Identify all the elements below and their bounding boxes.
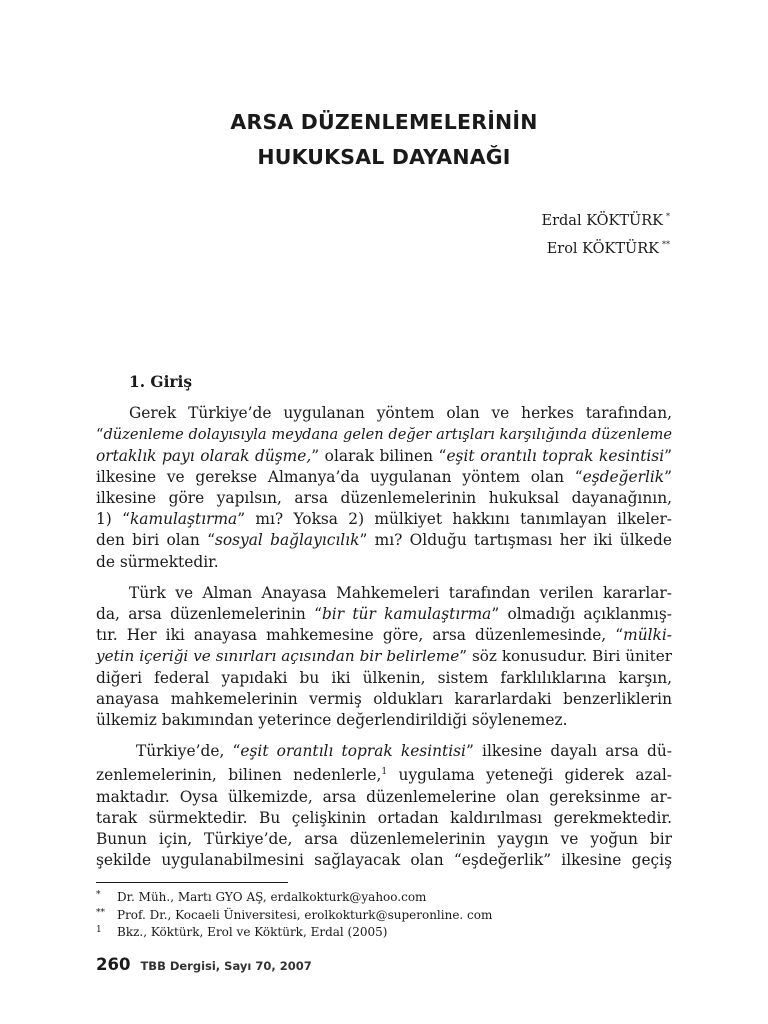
author-block [542,205,671,261]
paragraph-line: tır. Her iki anayasa mahkemesine göre, arsa düzenlemesinde, “mülki- [96,626,672,645]
paragraph-line: Türk ve Alman Anayasa Mahkemeleri tarafından verilen kararlar- [129,583,672,602]
author-1-footnote-mark[interactable]: * [666,212,670,221]
footnote-item: 1 Bkz., Köktürk, Erol ve Köktürk, Erdal (2005) [96,924,672,942]
paragraph-line: Bunun için, Türkiye’de, arsa düzenlemelerinin yaygın ve yoğun bir [96,830,672,849]
footnote-ref-1[interactable]: 1 [381,767,388,778]
paragraph-line: ortaklık payı olarak düşme,” olarak bilinen “eşit orantılı toprak kesintisi” [96,446,672,465]
page-footer [96,955,312,974]
title-line-2: HUKUKSAL DAYANAĞI [257,145,511,169]
footnote-item: ** Prof. Dr., Kocaeli Üniversitesi, erolkokturk@superonline. com [96,907,672,925]
paragraph-3 [96,741,672,871]
paragraph-1 [96,403,672,573]
paragraph-line: Türkiye’de, “eşit orantılı toprak kesintisi” ilkesine dayalı arsa dü- [136,742,672,761]
paragraph-2 [96,583,672,731]
paragraph-line: diğeri federal yapıdaki bu iki ülkenin, sistem farklılıklarına karşın, [96,668,672,687]
journal-citation: TBB Dergisi, Sayı 70, 2007 [140,959,312,973]
paragraph-line: ilkesine ve gerekse Almanya’da uygulanan yöntem olan “eşdeğerlik” [96,467,672,486]
paragraph-line: “düzenleme dolayısıyla meydana gelen değer artışları karşılığında düzenleme [96,426,672,444]
author-2-footnote-mark[interactable]: ** [662,240,670,249]
paragraph-line: anayasa mahkemelerinin vermiş oldukları kararlardaki benzerliklerin [96,689,672,708]
footnote-mark: * [96,890,101,900]
article-title [0,105,768,175]
footnote-divider [96,882,288,883]
author-1: Erdal KÖKTÜRK * [541,212,670,229]
footnotes [96,889,672,942]
author-2: Erol KÖKTÜRK ** [546,240,670,257]
paragraph-line: de sürmektedir. [96,552,219,571]
paragraph-line: da, arsa düzenlemelerinin “bir tür kamulaştırma” olmadığı açıklanmış- [96,605,672,624]
paragraph-line: 1) “kamulaştırma” mı? Yoksa 2) mülkiyet hakkını tanımlayan ilkeler- [96,510,672,529]
footnote-mark: ** [96,907,105,918]
paragraph-line: maktadır. Oysa ülkemizde, arsa düzenlemelerine olan gereksinme ar- [96,787,672,806]
paragraph-line: yetin içeriği ve sınırları açısından bir belirleme” söz konusudur. Biri üniter [96,647,673,666]
article-body [96,372,672,881]
paragraph-line: tarak sürmektedir. Bu çelişkinin ortadan kaldırılması gerekmektedir. [96,808,672,827]
paragraph-line: ilkesine göre yapılsın, arsa düzenlemelerinin hukuksal dayanağının, [96,489,672,508]
footnote-item: * Dr. Müh., Martı GYO AŞ, erdalkokturk@yahoo.com [96,889,672,907]
paragraph-line: şekilde uygulanabilmesini sağlayacak olan “eşdeğerlik” ilkesine geçiş [96,851,672,870]
paragraph-line: ülkemiz bakımından yeterince değerlendirildiği söylenemez. [96,711,568,730]
page-number: 260 [96,955,131,974]
paragraph-line: Gerek Türkiye’de uygulanan yöntem olan ve herkes tarafından, [129,404,672,423]
footnote-mark: 1 [96,925,102,935]
paragraph-line: zenlemelerinin, bilinen nedenlerle,$^1$ uygulama yeteneği giderek azal- [96,766,672,785]
paragraph-line: den biri olan “sosyal bağlayıcılık” mı? Olduğu tartışması her iki ülkede [96,531,673,550]
section-heading: 1. Giriş [129,373,193,391]
title-line-1: ARSA DÜZENLEMELERİNİN [230,110,538,134]
